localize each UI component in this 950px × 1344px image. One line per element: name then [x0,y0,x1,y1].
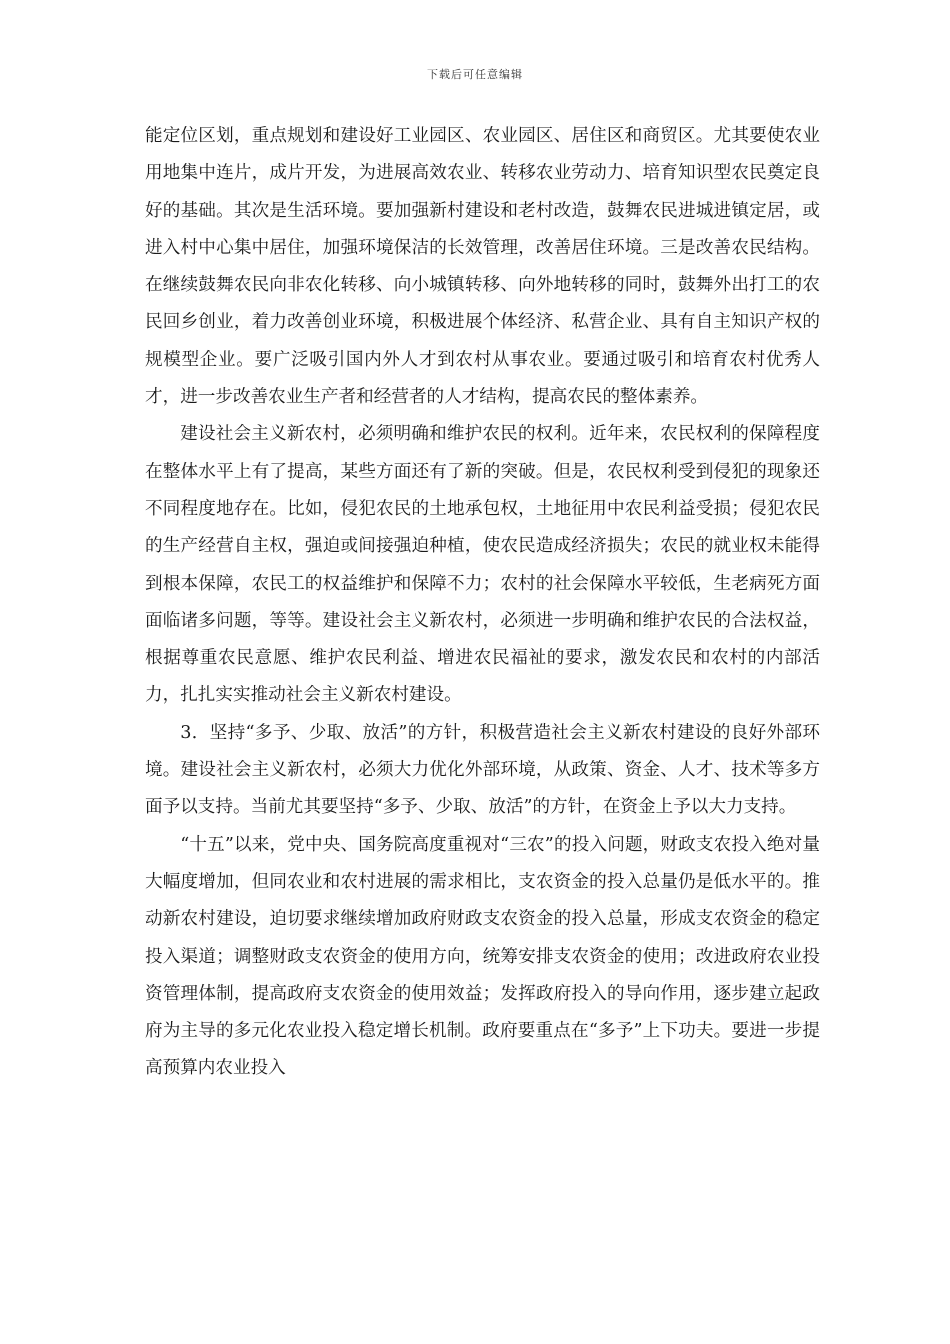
paragraph-continued: 能定位区划，重点规划和建设好工业园区、农业园区、居住区和商贸区。尤其要使农业用地集中连片，成片开发，为进展高效农业、转移农业劳动力、培育知识型农民奠定良好的基础。其次是生活环境。要加强新村建设和老村改造，鼓舞农民进城进镇定居，或进入村中心集中居住，加强环境保洁的长效管理，改善居住环境。三是改善农民结构。在继续鼓舞农民向非农化转移、向小城镇转移、向外地转移的同时，鼓舞外出打工的农民回乡创业，着力改善创业环境，积极进展个体经济、私营企业、具有自主知识产权的规模型企业。要广泛吸引国内外人才到农村从事农业。要通过吸引和培育农村优秀人才，进一步改善农业生产者和经营者的人才结构，提高农民的整体素养。 [145,126,820,408]
document-body [145,118,820,1088]
paragraph-farmer-rights: 建设社会主义新农村，必须明确和维护农民的权利。近年来，农民权利的保障程度在整体水平上有了提高，某些方面还有了新的突破。但是，农民权利受到侵犯的现象还不同程度地存在。比如，侵犯农民的土地承包权，土地征用中农民利益受损；侵犯农民的生产经营自主权，强迫或间接强迫种植，使农民造成经济损失；农民的就业权未能得到根本保障，农民工的权益维护和保障不力；农村的社会保障水平较低，生老病死方面面临诸多问题，等等。建设社会主义新农村，必须进一步明确和维护农民的合法权益，根据尊重农民意愿、维护农民利益、增进农民福祉的要求，激发农民和农村的内部活力，扎扎实实推动社会主义新农村建设。 [145,424,820,706]
paragraph-funding: “十五”以来，党中央、国务院高度重视对“三农”的投入问题，财政支农投入绝对量大幅度增加，但同农业和农村进展的需求相比，支农资金的投入总量仍是低水平的。推动新农村建设，迫切要求继续增加政府财政支农资金的投入总量，形成支农资金的稳定投入渠道；调整财政支农资金的使用方向，统筹安排支农资金的使用；改进政府农业投资管理体制，提高政府支农资金的使用效益；发挥政府投入的导向作用，逐步建立起政府为主导的多元化农业投入稳定增长机制。政府要重点在“多予”上下功夫。要进一步提高预算内农业投入 [145,834,820,1079]
page-header: 下载后可任意编辑 [427,68,523,81]
paragraph-section-3: 3．坚持“多予、少取、放活”的方针，积极营造社会主义新农村建设的良好外部环境。建设社会主义新农村，必须大力优化外部环境，从政策、资金、人才、技术等多方面予以支持。当前尤其要坚持“多予、少取、放活”的方针，在资金上予以大力支持。 [145,722,820,818]
